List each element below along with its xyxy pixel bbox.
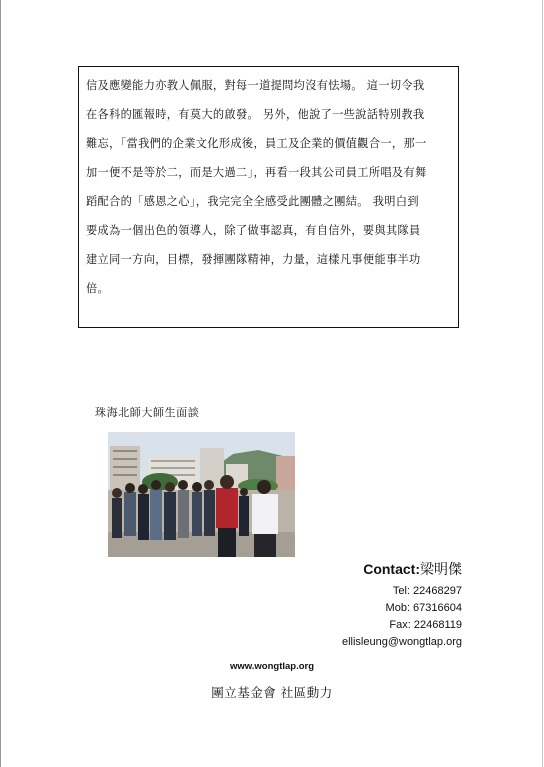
article-line-3: 難忘，「當我們的企業文化形成後，員工及企業的價值觀合一，那一 [86, 137, 427, 150]
page-edge-right [542, 0, 543, 767]
contact-fax: Fax: 22468119 [389, 619, 462, 631]
organization-slogan: 團立基金會 社區動力 [211, 685, 333, 700]
article-line-5: 蹈配合的「感恩之心」，我完完全全感受此團體之團結。 我明白到 [86, 195, 419, 208]
contact-tel: Tel: 22468297 [392, 585, 462, 597]
website-link[interactable]: www.wongtlap.org [229, 661, 315, 672]
article-line-2: 在各科的匯報時，有莫大的啟發。 另外，他說了一些說話特別教我 [86, 108, 425, 121]
article-text-box [78, 66, 459, 328]
contact-name: 梁明傑 [420, 561, 462, 577]
article-line-8: 倍。 [86, 282, 110, 295]
page-edge-left [0, 0, 1, 767]
contact-email[interactable]: ellisleung@wongtlap.org [341, 636, 462, 648]
contact-title [342, 559, 462, 579]
contact-block [342, 559, 462, 651]
contact-mob: Mob: 67316604 [385, 602, 462, 614]
article-line-6: 要成為一個出色的領導人，除了做事認真，有自信外，要與其隊員 [86, 224, 421, 237]
article-line-7: 建立同一方向，目標，發揮團隊精神，力量，這樣凡事便能事半功 [86, 253, 421, 266]
article-line-1: 信及應變能力亦教人佩服，對每一道提問均沒有怯場。 這一切令我 [86, 79, 425, 92]
article-line-4: 加一便不是等於二，而是大過二」，再看一段其公司員工所唱及有舞 [86, 166, 427, 179]
group-photo [108, 432, 295, 557]
photo-caption: 珠海北師大師生面談 [95, 406, 200, 419]
contact-label: Contact: [363, 561, 420, 577]
